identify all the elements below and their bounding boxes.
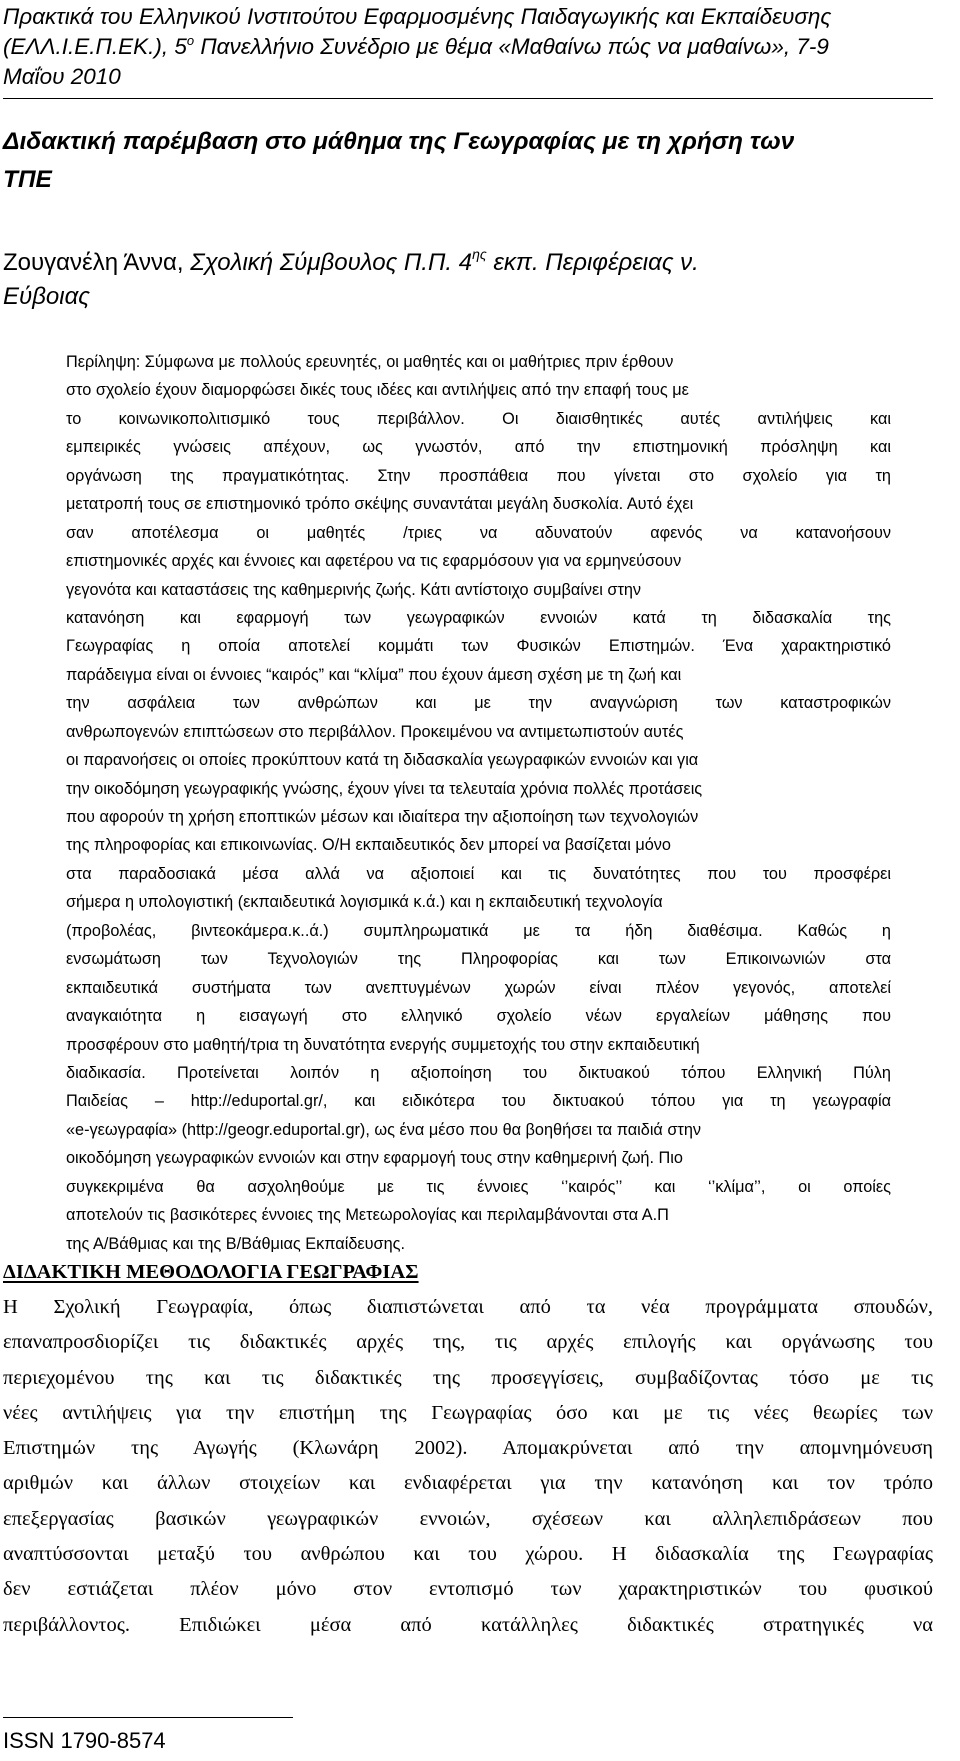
abstract-line: αποτελούν τις βασικότερες έννοιες της Μετεωρολογίας και περιλαμβάνονται στα Α.Π (66, 1206, 669, 1225)
title-line: ΤΠΕ (3, 166, 52, 193)
section-body (3, 1290, 933, 1643)
section-heading: ΔΙΔΑΚΤΙΚΗ ΜΕΘΟΔΟΛΟΓΙΑ ΓΕΩΓΡΑΦΙΑΣ (3, 1261, 419, 1283)
body-line: Η Σχολική Γεωγραφία, όπως διαπιστώνεται από τα νέα προγράμματα σπουδών, (3, 1296, 933, 1318)
footer-divider (3, 1717, 293, 1718)
abstract-line: στο σχολείο έχουν διαμορφώσει δικές τους ιδέες και αντιλήψεις από την επαφή τους με (66, 381, 689, 400)
abstract-line: οι παρανοήσεις οι οποίες προκύπτουν κατά τη διδασκαλία γεωγραφικών εννοιών και για (66, 751, 699, 770)
abstract-line: το κοινωνικοπολιτισμικό τους περιβάλλον. Οι διαισθητικές αυτές αντιλήψεις και (66, 409, 891, 428)
author-affiliation (190, 246, 699, 276)
abstract-line: συγκεκριμένα θα ασχοληθούμε με τις έννοιες ‘’καιρός’’ και ‘’κλίμα’’, οι οποίες (66, 1177, 891, 1196)
abstract-line: κατανόηση και εφαρμογή των γεωγραφικών εννοιών κατά τη διδασκαλία της (66, 608, 891, 627)
abstract-line: επιστημονικές αρχές και έννοιες και αφετέρου να τις εφαρμόσουν για να ερμηνεύσουν (66, 552, 682, 571)
abstract-line: της Α/Βάθμιας και της Β/Βάθμιας Εκπαίδευσης. (66, 1234, 406, 1253)
abstract-line: στα παραδοσιακά μέσα αλλά να αξιοποιεί και τις δυνατότητες που του προσφέρει (66, 864, 891, 883)
running-header-text: Πανελλήνιο Συνέδριο με θέμα «Μαθαίνω πώς να μαθαίνω», 7-9 (194, 34, 829, 59)
abstract-line: διαδικασία. Προτείνεται λοιπόν η αξιοποίηση του δικτυακού τόπου Ελληνική Πύλη (66, 1063, 891, 1082)
abstract-line: «e-γεωγραφία» (http://geogr.eduportal.gr), ως ένα μέσο που θα βοηθήσει τα παιδιά στην (66, 1120, 702, 1139)
issn-label: ISSN 1790-8574 (3, 1728, 166, 1753)
author-block (3, 246, 923, 314)
abstract-line: εμπειρικές γνώσεις απέχουν, ως γνωστόν, από την επιστημονική πρόσληψη και (66, 438, 891, 457)
abstract (66, 348, 891, 1258)
abstract-line: σήμερα η υπολογιστική (εκπαιδευτικά λογισμικά κ.ά.) και η εκπαιδευτική τεχνολογία (66, 893, 663, 912)
running-header-line: Πρακτικά του Ελληνικού Ινστιτούτου Εφαρμοσμένης Παιδαγωγικής και Εκπαίδευσης (3, 4, 832, 29)
body-line: δεν εστιάζεται πλέον μόνο στον εντοπισμό των χαρακτηριστικών του φυσικού (3, 1578, 933, 1601)
abstract-line: Γεωγραφίας η οποία αποτελεί κομμάτι των Φυσικών Επιστημών. Ένα χαρακτηριστικό (66, 637, 891, 656)
abstract-line: την ασφάλεια των ανθρώπων και με την αναγνώριση των καταστροφικών (66, 694, 891, 713)
abstract-line: την οικοδόμηση γεωγραφικής γνώσης, έχουν γίνει τα τελευταία χρόνια πολλές προτάσεις (66, 779, 703, 798)
author-line (3, 246, 923, 280)
affiliation-text: Σχολική Σύμβουλος Π.Π. 4 (190, 249, 473, 276)
abstract-line: της πληροφορίας και επικοινωνίας. Ο/Η εκπαιδευτικός δεν μπορεί να βασίζεται μόνο (66, 836, 671, 855)
body-line: νέες αντιλήψεις για την επιστήμη της Γεωγραφίας όσο και με τις νέες θεωρίες των (3, 1401, 933, 1424)
author-affiliation-line: Εύβοιας (3, 283, 90, 310)
running-header-line (3, 32, 943, 62)
abstract-line: σαν αποτέλεσμα οι μαθητές /τριες να αδυνατούν αφενός να κατανοήσουν (66, 523, 891, 542)
body-line: επαναπροσδιορίζει τις διδακτικές αρχές της, τις αρχές επιλογής και οργάνωσης του (3, 1331, 933, 1354)
abstract-line: οργάνωση της πραγματικότητας. Στην προσπάθεια που γίνεται στο σχολείο για τη (66, 466, 891, 485)
abstract-line: εκπαιδευτικά συστήματα των ανεπτυγμένων χωρών είναι πλέον γεγονός, αποτελεί (66, 978, 891, 997)
body-line: αναπτύσσονται μεταξύ του ανθρώπου και του χώρου. Η διδασκαλία της Γεωγραφίας (3, 1543, 933, 1566)
article-title (3, 123, 903, 199)
header-divider (3, 98, 933, 99)
abstract-line: παράδειγμα είναι οι έννοιες “καιρός” και “κλίμα” που έχουν άμεση σχέση με τη ζωή και (66, 665, 682, 684)
ordinal-superscript: ο (186, 33, 195, 48)
abstract-line: προσφέρουν στο μαθητή/τρια τη δυνατότητα ενεργής συμμετοχής του στην εκπαιδευτική (66, 1035, 700, 1054)
ordinal-superscript: ης (472, 246, 487, 262)
footer (3, 1726, 166, 1756)
author-name: Ζουγανέλη Άννα, (3, 249, 191, 276)
body-line: αριθμών και άλλων στοιχείων και ενδιαφέρεται για την κατανόηση και τον τρόπο (3, 1472, 933, 1495)
body-line: περιβάλλοντος. Επιδιώκει μέσα από κατάλληλες διδακτικές στρατηγικές να (3, 1613, 933, 1636)
body-line: περιεχομένου της και τις διδακτικές της προσεγγίσεις, συμβαδίζοντας τόσο με τις (3, 1366, 933, 1389)
abstract-line: μετατροπή τους σε επιστημονικό τρόπο σκέψης συναντάται μεγάλη δυσκολία. Αυτό έχει (66, 495, 694, 514)
running-header-text: (ΕΛΛ.Ι.Ε.Π.ΕΚ.), 5 (3, 34, 187, 59)
abstract-line: γεγονότα και καταστάσεις της καθημερινής ζωής. Κάτι αντίστοιχο συμβαίνει στην (66, 580, 642, 599)
running-header (3, 2, 943, 92)
title-line: Διδακτική παρέμβαση στο μάθημα της Γεωγραφίας με τη χρήση των (3, 128, 795, 155)
body-line: Επιστημών της Αγωγής (Κλωνάρη 2002). Απομακρύνεται από την απομνημόνευση (3, 1437, 933, 1460)
running-header-line: Μαΐου 2010 (3, 64, 121, 89)
abstract-line: Περίληψη: Σύμφωνα με πολλούς ερευνητές, οι μαθητές και οι μαθήτριες πριν έρθουν (66, 353, 674, 371)
abstract-line: Παιδείας – http://eduportal.gr/, και ειδικότερα του δικτυακού τόπου για τη γεωγραφία (66, 1092, 891, 1111)
body-line: επεξεργασίας βασικών γεωγραφικών εννοιών, σχέσεων και αλληλεπιδράσεων που (3, 1507, 933, 1530)
abstract-line: (προβολέας, βιντεοκάμερα.κ..ά.) συμπληρωματικά με τα ήδη διαθέσιμα. Καθώς η (66, 921, 891, 940)
abstract-line: που αφορούν τη χρήση εποπτικών μέσων και ιδιαίτερα την αξιοποίηση των τεχνολογιών (66, 808, 699, 826)
abstract-line: ενσωμάτωση των Τεχνολογιών της Πληροφορίας και των Επικοινωνιών στα (66, 950, 891, 969)
abstract-line: οικοδόμηση γεωγραφικών εννοιών και στην εφαρμογή τους στην καθημερινή ζωή. Πιο (66, 1149, 683, 1168)
affiliation-text: εκπ. Περιφέρειας ν. (486, 249, 699, 276)
abstract-line: ανθρωπογενών επιπτώσεων στο περιβάλλον. Προκειμένου να αντιμετωπιστούν αυτές (66, 722, 684, 741)
abstract-line: αναγκαιότητα η εισαγωγή στο ελληνικό σχολείο νέων εργαλείων μάθησης που (66, 1007, 891, 1026)
